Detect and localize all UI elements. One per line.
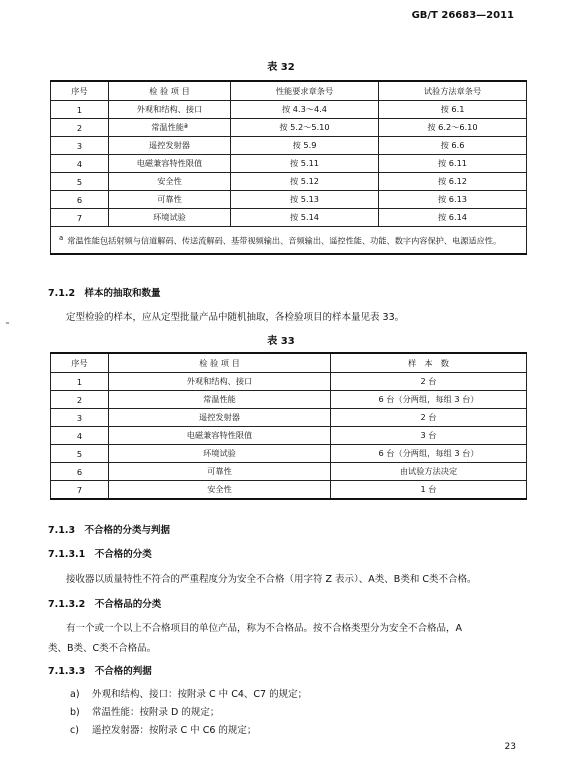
cell: 按 6.11 bbox=[379, 155, 527, 173]
table-row bbox=[51, 409, 527, 427]
cell: 按 6.6 bbox=[379, 137, 527, 155]
table-row bbox=[51, 481, 527, 500]
cell: 5 bbox=[51, 173, 109, 191]
cell: 2 bbox=[51, 391, 109, 409]
list-item bbox=[70, 704, 219, 718]
section-7-1-3-1-text: 接收器以质量特性不符合的严重程度分为安全不合格（用字符 Z 表示）、A类、B类和 C类不合格。 bbox=[66, 574, 477, 585]
cell: 由试验方法决定 bbox=[331, 463, 527, 481]
table-header-row bbox=[51, 353, 527, 373]
cell: 按 4.3～4.4 bbox=[231, 101, 379, 119]
section-7-1-3-heading: 7.1.3 不合格的分类与判据 bbox=[48, 525, 171, 536]
cell: 6 bbox=[51, 191, 109, 209]
list-marker: a) bbox=[70, 689, 80, 700]
cell: 常温性能 bbox=[109, 391, 331, 409]
cell: 外观和结构、接口 bbox=[109, 373, 331, 391]
table-note-row bbox=[51, 227, 527, 254]
cell: 按 5.11 bbox=[231, 155, 379, 173]
cell: 按 6.14 bbox=[379, 209, 527, 227]
cell: 5 bbox=[51, 445, 109, 463]
section-7-1-3-1-heading: 7.1.3.1 不合格的分类 bbox=[48, 549, 152, 560]
table-33-caption: 表 33 bbox=[267, 336, 295, 347]
cell: 2 台 bbox=[331, 409, 527, 427]
column-header: 序号 bbox=[51, 353, 109, 373]
cell: 可靠性 bbox=[109, 191, 231, 209]
section-7-1-3-2-line2: 类、B类、C类不合格品。 bbox=[48, 643, 157, 654]
table-row bbox=[51, 445, 527, 463]
list-text: 常温性能：按附录 D 的规定； bbox=[92, 707, 220, 718]
list-item bbox=[70, 722, 256, 736]
table-row bbox=[51, 191, 527, 209]
cell: 3 bbox=[51, 137, 109, 155]
table-row bbox=[51, 137, 527, 155]
table-row bbox=[51, 155, 527, 173]
table-row bbox=[51, 463, 527, 481]
table-row bbox=[51, 373, 527, 391]
section-7-1-2-text: 定型检验的样本，应从定型批量产品中随机抽取，各检验项目的样本量见表 33。 bbox=[66, 312, 405, 323]
page-number: 23 bbox=[504, 742, 516, 752]
column-header: 检 验 项 目 bbox=[109, 81, 231, 101]
cell: 按 5.13 bbox=[231, 191, 379, 209]
list-text: 外观和结构、接口：按附录 C 中 C4、C7 的规定； bbox=[92, 689, 308, 700]
table-row bbox=[51, 173, 527, 191]
list-item bbox=[70, 686, 307, 700]
cell: 2 bbox=[51, 119, 109, 137]
list-marker: b) bbox=[70, 707, 80, 718]
table-header-row bbox=[51, 81, 527, 101]
cell: 1 台 bbox=[331, 481, 527, 500]
note-marker: a bbox=[59, 234, 64, 242]
section-7-1-3-2-line1: 有一个或一个以上不合格项目的单位产品，称为不合格品。按不合格类型分为安全不合格品，A bbox=[66, 623, 463, 634]
cell: 6 台（分两组，每组 3 台） bbox=[331, 445, 527, 463]
cell: 按 5.2～5.10 bbox=[231, 119, 379, 137]
cell: 环境试验 bbox=[109, 445, 331, 463]
table-32-caption: 表 32 bbox=[267, 62, 295, 73]
column-header: 性能要求章条号 bbox=[231, 81, 379, 101]
cell: 电磁兼容特性限值 bbox=[109, 427, 331, 445]
column-header: 试验方法章条号 bbox=[379, 81, 527, 101]
section-7-1-3-2-heading: 7.1.3.2 不合格品的分类 bbox=[48, 599, 162, 610]
cell: 按 5.9 bbox=[231, 137, 379, 155]
cell: 4 bbox=[51, 427, 109, 445]
cell: 环境试验 bbox=[109, 209, 231, 227]
cell: 7 bbox=[51, 209, 109, 227]
column-header: 序号 bbox=[51, 81, 109, 101]
cell: 外观和结构、接口 bbox=[109, 101, 231, 119]
cell: 按 6.1 bbox=[379, 101, 527, 119]
column-header: 检 验 项 目 bbox=[109, 353, 331, 373]
cell: 4 bbox=[51, 155, 109, 173]
scan-speck bbox=[6, 322, 9, 324]
cell: 6 台（分两组，每组 3 台） bbox=[331, 391, 527, 409]
cell: 遥控发射器 bbox=[109, 137, 231, 155]
standard-number: GB/T 26683—2011 bbox=[411, 10, 514, 21]
cell: 2 台 bbox=[331, 373, 527, 391]
cell: 3 台 bbox=[331, 427, 527, 445]
table-row bbox=[51, 119, 527, 137]
list-marker: c) bbox=[70, 725, 79, 736]
cell: 1 bbox=[51, 373, 109, 391]
cell: 按 6.13 bbox=[379, 191, 527, 209]
cell: 常温性能ª bbox=[109, 119, 231, 137]
table-row bbox=[51, 391, 527, 409]
section-7-1-3-3-heading: 7.1.3.3 不合格的判据 bbox=[48, 666, 152, 677]
section-7-1-2-heading: 7.1.2 样本的抽取和数量 bbox=[48, 288, 161, 299]
column-header: 样 本 数 bbox=[331, 353, 527, 373]
cell: 按 6.2～6.10 bbox=[379, 119, 527, 137]
cell: 按 5.12 bbox=[231, 173, 379, 191]
cell: 按 5.14 bbox=[231, 209, 379, 227]
cell: 1 bbox=[51, 101, 109, 119]
table-row bbox=[51, 427, 527, 445]
cell: 可靠性 bbox=[109, 463, 331, 481]
cell: 安全性 bbox=[109, 481, 331, 500]
table-row bbox=[51, 209, 527, 227]
table-33 bbox=[50, 352, 527, 500]
table-note bbox=[51, 227, 527, 254]
table-row bbox=[51, 101, 527, 119]
cell: 3 bbox=[51, 409, 109, 427]
cell: 7 bbox=[51, 481, 109, 500]
cell: 安全性 bbox=[109, 173, 231, 191]
list-text: 遥控发射器：按附录 C 中 C6 的规定； bbox=[92, 725, 257, 736]
cell: 遥控发射器 bbox=[109, 409, 331, 427]
table-32 bbox=[50, 80, 527, 255]
cell: 按 6.12 bbox=[379, 173, 527, 191]
cell: 电磁兼容特性限值 bbox=[109, 155, 231, 173]
note-text: 常温性能包括射频与信道解码、传送流解码、基带视频输出、音频输出、遥控性能、功能、数字内容保护、电源适应性。 bbox=[67, 235, 502, 246]
cell: 6 bbox=[51, 463, 109, 481]
